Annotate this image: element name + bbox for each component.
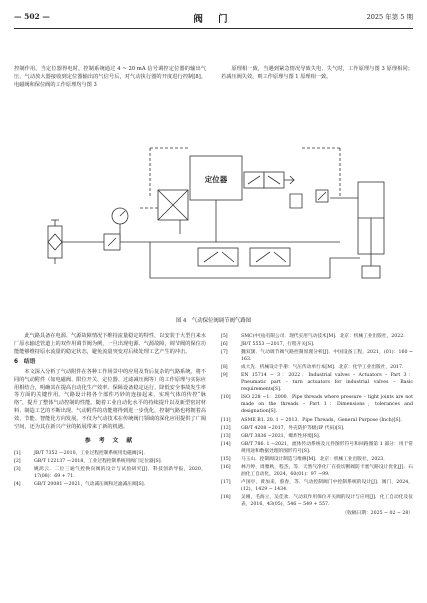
reference-number: [2] — [14, 459, 21, 465]
positioner-label: 定位器 — [204, 175, 228, 184]
reference-text: EN 15714 − 3：2022．Industrial valves – Actuators – Part 3：Pneumatic part – turn actuators for industrial valves – Basic requirements[S]. — [241, 373, 413, 393]
top-right-paragraph: 原理相一致，当遇到紧急情况导致失电、失气时，工作原理与图 3 原理相同；若减压阀失效，则工作原理与图 1 原理相一致。 — [221, 66, 413, 80]
reference-item — [14, 450, 206, 457]
page-number: — 502 — — [14, 12, 50, 21]
reference-item — [221, 494, 413, 508]
reference-number: [11] — [221, 417, 231, 423]
reference-number: [12] — [221, 425, 231, 431]
body-paragraph: 此气路具备在电源、气源故障情况下维持流量稳定的特性，以安装于大型自来水厂原水输送管道上的双作用调节阀为例，一旦出现电源、气源故障，调节阀的保位功能能够维持原水流量的稳定状态，避免流量突变对后续处理工艺产生的冲击。 — [14, 333, 206, 355]
exhaust-silencer — [290, 194, 302, 208]
issue-label: 2025 年第 5 期 — [366, 13, 413, 21]
conclusion-paragraph: 本文深入分析了气动附件在各种工作场景中的应用及背后复杂的气路系统，将不同的气动附件（如电磁阀、限位开关、定位器、过滤减压阀等）的工作原理与实际应用相结合，明确其在提高自动化生产效率、保障设备稳定运行、降低安全事故发生率等方面的关键作用。气路设计将各个部件巧妙的连接起来，实现气体的传控“脉络”，提升了整体气动控制的性能。随着工业自动化水平的持续提升以及新型密封材料、制造工艺的不断出现，气动附件的功能将得到进一步优化，控制气路也将朝着高效、节能、智能化方向发展，不仅为气动技术在传统阀门领域的深化应用提供了广阔空间，还为其在新兴产业的拓展带来了新的机遇。 — [14, 369, 206, 430]
lock-valve-right-symbol — [250, 248, 290, 266]
pneumatic-circuit-diagram — [40, 138, 390, 310]
reference-text: 林月婷，周雅秋，程杰，等．天然气净化厂在役切断阀防卡塞气路设计优化[J]．石油化工自动化，2024，60(01)：97 −99. — [241, 464, 413, 477]
reference-text: GB/T 20081 —2021，气动减压阀和过滤减压阀[S]. — [34, 482, 146, 488]
page-header — [14, 12, 413, 26]
reference-text: GB/T 3836 −2021，爆炸性环境[S]. — [241, 433, 321, 439]
reference-number: [6] — [221, 342, 228, 348]
filter-regulator-symbol — [48, 220, 62, 264]
reference-item — [221, 364, 413, 371]
reference-number: [3] — [14, 467, 21, 473]
reference-item — [221, 479, 413, 493]
reference-text: SMC(中国)有限公司．现代实用气动技术[M]．北京：机械工业出版社，2022. — [241, 334, 405, 339]
reference-number: [13] — [221, 433, 231, 439]
reference-number: [7] — [221, 350, 228, 356]
reference-number: [5] — [221, 334, 228, 339]
reference-text: ISO 228 −1：2000．Pipe threads where pressure – tight joints are not made on the threads – Part 1：Dimensions，tolerances and designation[S]. — [241, 395, 413, 415]
reference-text: JB/T 7352 —2010，工业过程控制系统用电磁阀[S]. — [34, 451, 145, 457]
regulator-valve-symbol — [104, 234, 120, 250]
reference-text: ASME B1. 20. 1 − 2013．Pipe Threads，General Purpose (Inch)[S]. — [241, 417, 402, 423]
reference-number: [18] — [221, 494, 231, 500]
reference-item — [221, 464, 413, 478]
references-heading: 参 考 文 献 — [84, 438, 136, 445]
reference-text: 成大先．机械设计手册：气压传动单行本[M]．北京：化学工业出版社，2017. — [241, 365, 404, 371]
references-right-list — [221, 333, 413, 508]
reference-item — [14, 481, 206, 488]
reference-number: [17] — [221, 479, 231, 485]
body-left-column — [14, 333, 206, 489]
amplifier-symbol — [158, 190, 188, 220]
reference-text: 卢国亭，黄加来，蔡春，等．气动控制阀门中控制系统的设计[J]．阀门，2024，(12)，1429 − 1434. — [241, 479, 413, 492]
lock-valve-left-symbol — [198, 248, 238, 266]
body-right-column — [221, 333, 413, 517]
conclusion-heading: 6 结语 — [14, 359, 36, 366]
reference-text: GB/T 4208 −2017，外壳防护等级(IP 代码)[S]. — [241, 425, 345, 431]
reference-number: [15] — [221, 456, 231, 462]
reference-text: 姚鸿云．二位三通气控换向阀的设计与试验研究[J]．科技创新导报，2020，17(08)：69 + 71. — [34, 467, 206, 480]
reference-text: JB/T 5553 —2017，行程开关[S]. — [241, 342, 315, 348]
reference-number: [10] — [221, 395, 231, 401]
header-rule — [14, 28, 413, 29]
reference-text: GB/T 122137 —2018，工业过程控制系统用阀门定位器[S]. — [34, 459, 163, 465]
reference-number: [8] — [221, 365, 228, 371]
reference-number: [1] — [14, 451, 21, 457]
reference-item — [221, 394, 413, 415]
reference-text: 马玉山．控制阀设计制造与维修[M]．北京：机械工业出版社，2023. — [241, 456, 385, 462]
reference-number: [9] — [221, 373, 228, 379]
reference-item — [221, 456, 413, 463]
references-left-list — [14, 450, 206, 488]
reference-item — [221, 417, 413, 424]
reference-item — [14, 466, 206, 480]
reference-item — [221, 333, 413, 340]
reference-item — [221, 341, 413, 348]
reference-number: [16] — [221, 464, 231, 470]
figure-caption: 图 4 气动保位阀调节阀气路图 — [175, 318, 252, 324]
reference-text: GB/T 786. 1 −2021，流体传动系统及元件图形符号和回路图第 1 部分：用于常规用途和数据处理的图形符号[S]. — [241, 441, 413, 454]
limit-switch-symbol — [316, 190, 328, 202]
journal-title: 阀 门 — [193, 14, 234, 25]
reference-number: [14] — [221, 441, 231, 447]
reference-item — [221, 425, 413, 432]
reference-text: 吴刚，毛海立，吴佳欢．气动双作用保位开关阀的设计与应用[J]．化工自动化及仪表，2016，43(05)，546 − 549 + 557. — [241, 494, 413, 508]
solenoid-valve-symbol — [244, 172, 294, 188]
reference-item — [221, 433, 413, 440]
top-left-paragraph: 控制作用。当定位器得电时，控制系统通过 4 ~ 20 mA 信号调控定位器的输出气压，气动放大器接收到定位器输出的气信号后，对气动执行器的开度进行控制[8]。电磁阀和保位阀的工作原理均与图 3 — [14, 66, 206, 88]
received-date-note: （收稿日期：2025 − 02 − 28） — [342, 511, 413, 517]
top-left-column — [14, 66, 206, 89]
reference-text: 魏双颉．气动调节阀气路控制原理分析[J]．中国设备工程，2021，(01)：160 ~ 163. — [241, 350, 413, 363]
reference-item — [221, 441, 413, 455]
actuator-cylinder-symbol — [358, 182, 384, 278]
reference-item — [221, 349, 413, 363]
reference-item — [14, 458, 206, 465]
top-right-column — [221, 66, 413, 82]
reference-number: [4] — [14, 482, 21, 488]
reference-item — [221, 372, 413, 393]
